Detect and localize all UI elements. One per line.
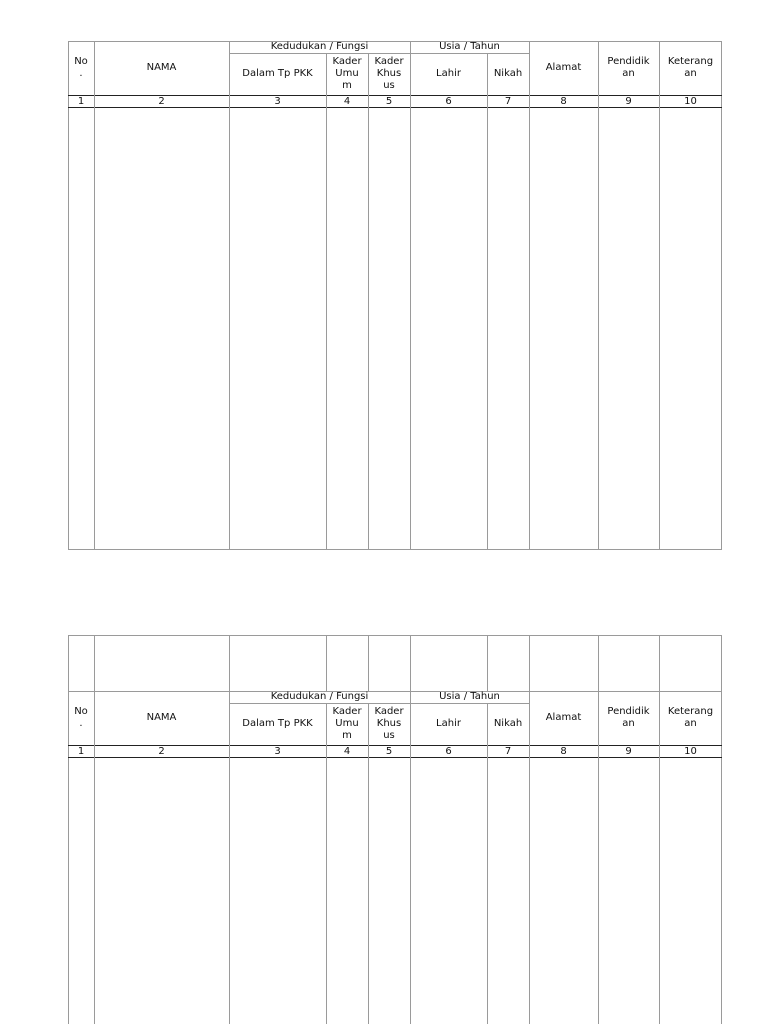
col-divider: [326, 53, 327, 550]
column-number: 7: [504, 95, 512, 107]
col-divider: [529, 41, 530, 550]
column-number: 9: [625, 745, 632, 757]
table-border-right: [721, 41, 722, 550]
column-number: 4: [343, 95, 351, 107]
col-divider: [659, 41, 660, 550]
header-nama: NAMA: [146, 712, 177, 723]
header-kader-umum: Kader Umu m: [332, 56, 362, 91]
column-number: 10: [684, 95, 697, 107]
header-nikah: Nikah: [493, 68, 523, 79]
col-divider: [487, 635, 488, 691]
form-table-1: [68, 41, 722, 550]
col-divider: [368, 635, 369, 691]
header-kader-umum: Kader Umu m: [332, 706, 362, 741]
column-number: 8: [560, 745, 567, 757]
number-row-rule: [68, 107, 722, 108]
table-border-left: [68, 41, 69, 550]
header-alamat: Alamat: [545, 62, 582, 73]
column-number: 5: [385, 745, 393, 757]
column-number: 9: [625, 95, 632, 107]
header-no: No .: [74, 706, 88, 729]
header-kader-khusus: Kader Khus us: [374, 56, 404, 91]
table-border-top: [68, 635, 722, 636]
column-number: 1: [77, 745, 85, 757]
column-number: 10: [684, 745, 697, 757]
table-border-bottom: [68, 549, 722, 550]
column-number: 2: [158, 745, 165, 757]
col-divider: [487, 53, 488, 550]
column-number: 1: [77, 95, 85, 107]
header-kedudukan: Kedudukan / Fungsi: [270, 41, 369, 52]
header-usia: Usia / Tahun: [439, 691, 500, 702]
header-dalam-tp-pkk: Dalam Tp PKK: [242, 718, 313, 729]
col-divider: [410, 41, 411, 550]
header-keterangan: Keterang an: [667, 56, 714, 79]
header-nikah: Nikah: [493, 718, 523, 729]
form-table-2: [68, 635, 722, 1024]
header-lahir: Lahir: [436, 718, 461, 729]
column-number: 5: [385, 95, 393, 107]
number-row-rule: [68, 757, 722, 758]
col-divider: [598, 41, 599, 550]
header-nama: NAMA: [146, 62, 177, 73]
header-usia: Usia / Tahun: [439, 41, 500, 52]
column-number: 6: [445, 745, 452, 757]
header-pendidikan: Pendidik an: [607, 56, 650, 79]
column-number: 2: [158, 95, 165, 107]
column-number: 6: [445, 95, 452, 107]
column-number: 7: [504, 745, 512, 757]
col-divider: [368, 53, 369, 550]
header-kedudukan: Kedudukan / Fungsi: [270, 691, 369, 702]
column-number: 4: [343, 745, 351, 757]
column-number: 3: [274, 95, 281, 107]
header-dalam-tp-pkk: Dalam Tp PKK: [242, 68, 313, 79]
header-kader-khusus: Kader Khus us: [374, 706, 404, 741]
col-divider: [326, 635, 327, 691]
header-alamat: Alamat: [545, 712, 582, 723]
column-number: 3: [274, 745, 281, 757]
col-divider: [94, 41, 95, 550]
header-no: No .: [74, 56, 88, 79]
header-lahir: Lahir: [436, 68, 461, 79]
header-pendidikan: Pendidik an: [607, 706, 650, 729]
header-keterangan: Keterang an: [667, 706, 714, 729]
column-number: 8: [560, 95, 567, 107]
col-divider: [229, 41, 230, 550]
